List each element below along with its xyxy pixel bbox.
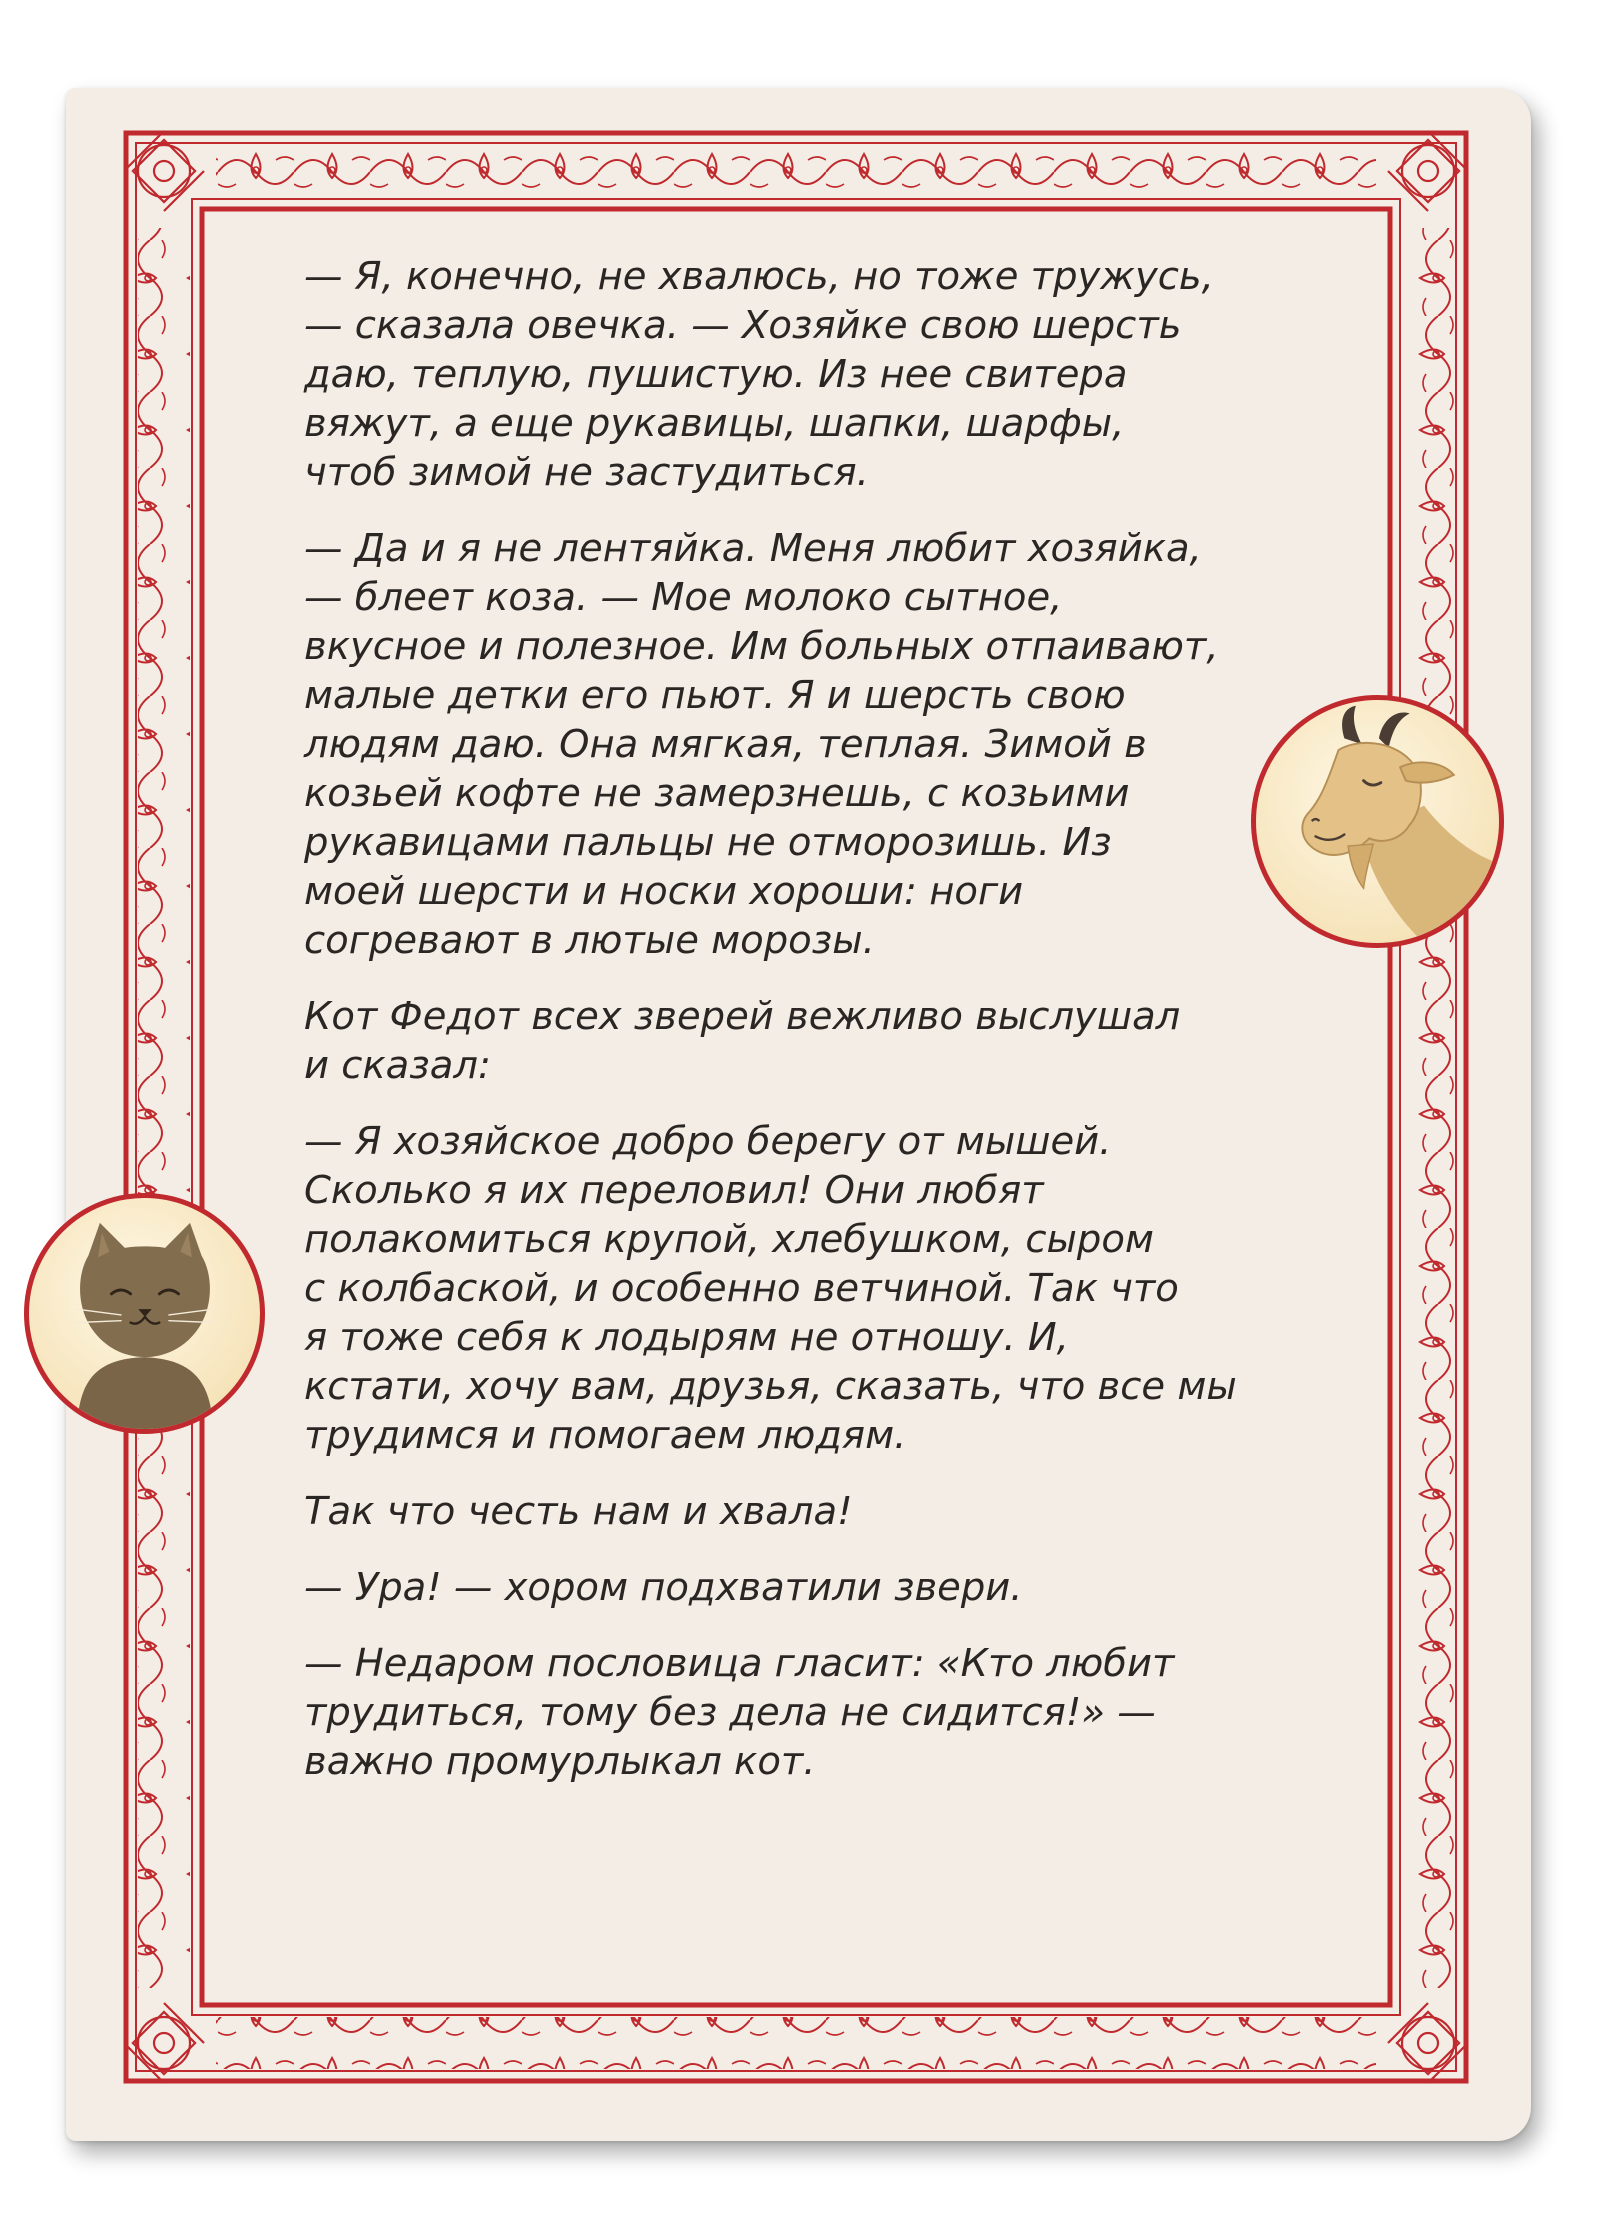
cat-portrait: [29, 1198, 260, 1429]
paragraph-proverb: — Недаром пословица гласит: «Кто любит трудиться, тому без дела не сидится!» — важно промурлыкал кот.: [304, 1641, 1175, 1784]
paragraph-sheep: — Я, конечно, не хвалюсь, но тоже тружусь, — сказала овечка. — Хозяйке свою шерсть даю, теплую, пушистую. Из нее свитера вяжут, а еще рукавицы, шапки, шарфы, чтоб зимой не застудиться.: [304, 254, 1214, 495]
goat-portrait: [1256, 700, 1499, 943]
paragraph-cat-listened: Кот Федот всех зверей вежливо выслушал и сказал:: [304, 994, 1181, 1088]
paragraph-cat-speech: — Я хозяйское добро берегу от мышей. Сколько я их переловил! Они любят полакомиться крупой, хлебушком, сыром с колбаской, и особенно ветчиной. Так что я тоже себя к лодырям не отношу. И, кстати, хочу вам, друзья, сказать, что все мы трудимся и помогаем людям.: [304, 1119, 1237, 1458]
paragraph-praise: Так что честь нам и хвала!: [304, 1489, 853, 1534]
cat-medallion: [24, 1193, 265, 1434]
goat-medallion: [1251, 695, 1504, 948]
story-text: [304, 252, 1304, 1813]
paragraph-goat: — Да и я не лентяйка. Меня любит хозяйка, — блеет коза. — Мое молоко сытное, вкусное и полезное. Им больных отпаивают, малые детки его пьют. Я и шерсть свою людям даю. Она мягкая, теплая. Зимой в козьей кофте не замерзнешь, с козьими рукавицами пальцы не отморозишь. Из моей шерсти и носки хороши: ноги согревают в лютые морозы.: [304, 526, 1219, 963]
paragraph-hurrah: — Ура! — хором подхватили звери.: [304, 1565, 1023, 1610]
